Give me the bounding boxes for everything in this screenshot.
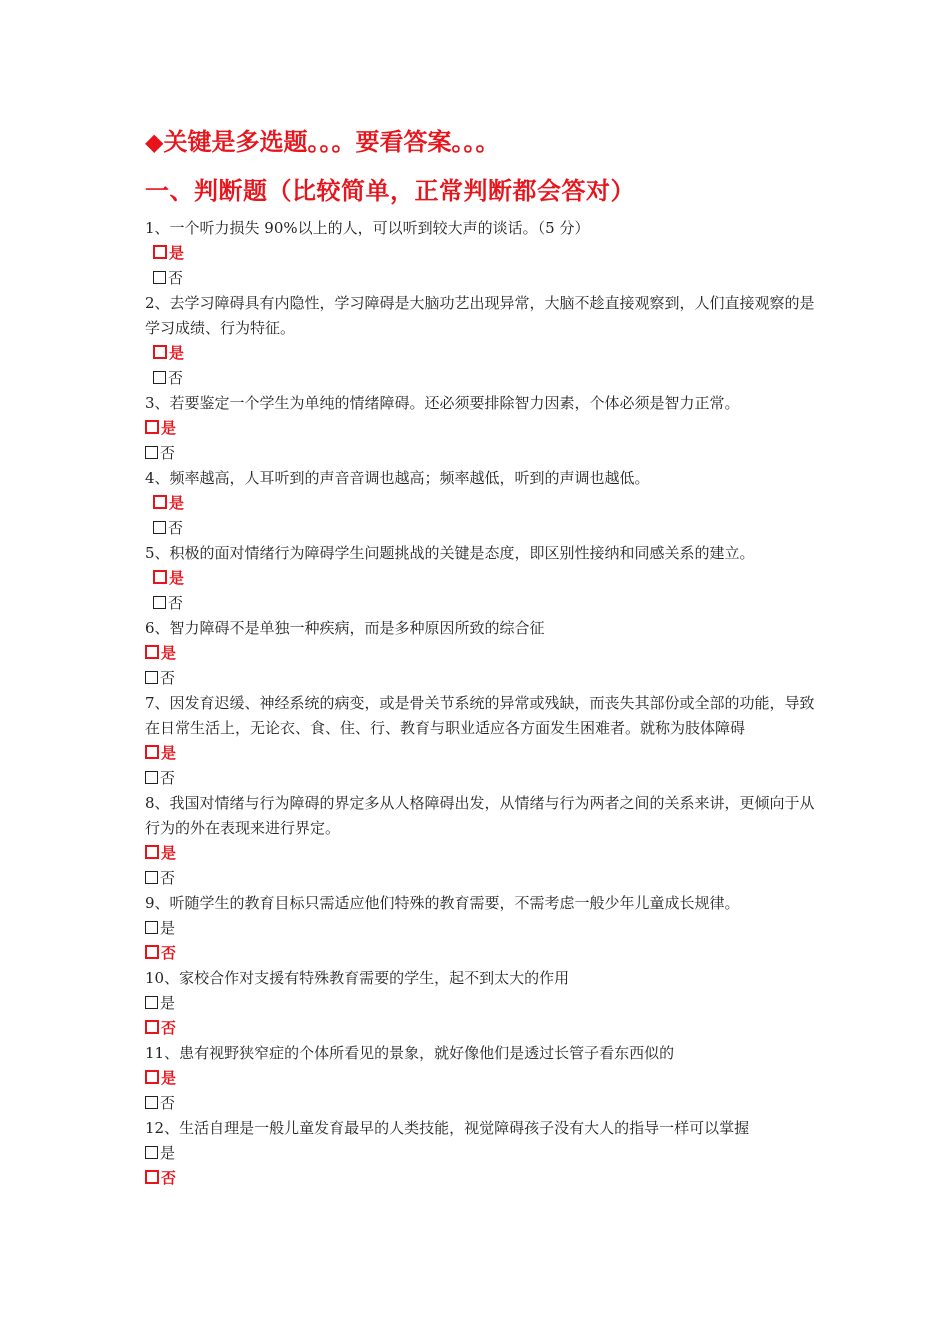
option[interactable] bbox=[145, 991, 815, 1016]
option-label: 否 bbox=[168, 369, 184, 387]
option-label: 否 bbox=[160, 669, 176, 687]
option-label: 是 bbox=[169, 569, 185, 587]
option-correct[interactable] bbox=[145, 741, 815, 766]
option[interactable] bbox=[145, 1141, 815, 1166]
checkbox-icon bbox=[145, 871, 158, 884]
checkbox-icon bbox=[153, 371, 166, 384]
option-label: 是 bbox=[160, 994, 176, 1012]
option-label: 是 bbox=[161, 744, 177, 762]
checkbox-icon bbox=[153, 596, 166, 609]
option-label: 否 bbox=[161, 944, 177, 962]
option-label: 是 bbox=[161, 1069, 177, 1087]
checkbox-icon bbox=[145, 1146, 158, 1159]
option[interactable] bbox=[145, 766, 815, 791]
checkbox-icon bbox=[145, 921, 158, 934]
document-page bbox=[145, 122, 815, 1191]
question-item bbox=[145, 891, 815, 966]
option-label: 是 bbox=[161, 644, 177, 662]
option[interactable] bbox=[145, 591, 815, 616]
question-item bbox=[145, 466, 815, 541]
question-text: 3、若要鉴定一个学生为单纯的情绪障碍。还必须要排除智力因素，个体必须是智力正常。 bbox=[145, 394, 740, 412]
question-text: 7、因发育迟缓、神经系统的病变，或是骨关节系统的异常或残缺，而丧失其部份或全部的功能，导致在日常生活上，无论衣、食、住、行、教育与职业适应各方面发生困难者。就称为肢体障碍 bbox=[145, 694, 815, 737]
checkbox-icon bbox=[153, 245, 167, 259]
question-item bbox=[145, 391, 815, 466]
question-item bbox=[145, 541, 815, 616]
question-text: 8、我国对情绪与行为障碍的界定多从人格障碍出发，从情绪与行为两者之间的关系来讲，更倾向于从行为的外在表现来进行界定。 bbox=[145, 794, 815, 837]
option[interactable] bbox=[145, 266, 815, 291]
question-list bbox=[145, 216, 815, 1191]
checkbox-icon bbox=[145, 671, 158, 684]
question-item bbox=[145, 1041, 815, 1116]
checkbox-icon bbox=[153, 521, 166, 534]
option-correct[interactable] bbox=[145, 841, 815, 866]
checkbox-icon bbox=[145, 1170, 159, 1184]
checkbox-icon bbox=[145, 1070, 159, 1084]
question-text: 10、家校合作对支援有特殊教育需要的学生，起不到太大的作用 bbox=[145, 969, 570, 987]
option[interactable] bbox=[145, 916, 815, 941]
option-correct[interactable] bbox=[145, 566, 815, 591]
question-item bbox=[145, 291, 815, 391]
section-title: 一、判断题（比较简单，正常判断都会答对） bbox=[145, 177, 635, 205]
question-item bbox=[145, 616, 815, 691]
option-label: 否 bbox=[168, 269, 184, 287]
option-label: 是 bbox=[161, 419, 177, 437]
question-item bbox=[145, 966, 815, 1041]
option[interactable] bbox=[145, 441, 815, 466]
option-label: 否 bbox=[160, 769, 176, 787]
option-label: 否 bbox=[160, 444, 176, 462]
checkbox-icon bbox=[145, 996, 158, 1009]
option[interactable] bbox=[145, 516, 815, 541]
option[interactable] bbox=[145, 666, 815, 691]
checkbox-icon bbox=[153, 271, 166, 284]
option-label: 否 bbox=[161, 1019, 177, 1037]
question-item bbox=[145, 1116, 815, 1191]
option-label: 是 bbox=[169, 244, 185, 262]
option-label: 是 bbox=[161, 844, 177, 862]
option-label: 否 bbox=[160, 1094, 176, 1112]
option-correct[interactable] bbox=[145, 1016, 815, 1041]
question-text: 1、一个听力损失 90%以上的人，可以听到较大声的谈话。（5 分） bbox=[145, 219, 590, 237]
checkbox-icon bbox=[145, 945, 159, 959]
option[interactable] bbox=[145, 866, 815, 891]
option-correct[interactable] bbox=[145, 1166, 815, 1191]
question-text: 5、积极的面对情绪行为障碍学生问题挑战的关键是态度，即区别性接纳和同感关系的建立。 bbox=[145, 544, 755, 562]
option-label: 是 bbox=[160, 919, 176, 937]
notice-heading: ◆关键是多选题。。。要看答案。。。 bbox=[145, 128, 500, 156]
option-label: 否 bbox=[160, 869, 176, 887]
option-correct[interactable] bbox=[145, 941, 815, 966]
question-item bbox=[145, 691, 815, 791]
question-text: 12、生活自理是一般儿童发育最早的人类技能，视觉障碍孩子没有大人的指导一样可以掌握 bbox=[145, 1119, 750, 1137]
checkbox-icon bbox=[145, 771, 158, 784]
option-label: 否 bbox=[168, 519, 184, 537]
checkbox-icon bbox=[145, 745, 159, 759]
question-item bbox=[145, 791, 815, 891]
checkbox-icon bbox=[145, 446, 158, 459]
checkbox-icon bbox=[145, 1020, 159, 1034]
checkbox-icon bbox=[145, 645, 159, 659]
checkbox-icon bbox=[145, 1096, 158, 1109]
option-label: 是 bbox=[169, 344, 185, 362]
option-label: 是 bbox=[160, 1144, 176, 1162]
option-label: 否 bbox=[161, 1169, 177, 1187]
option-correct[interactable] bbox=[145, 1066, 815, 1091]
checkbox-icon bbox=[153, 570, 167, 584]
question-text: 11、患有视野狭窄症的个体所看见的景象，就好像他们是透过长管子看东西似的 bbox=[145, 1044, 675, 1062]
option-correct[interactable] bbox=[145, 416, 815, 441]
option-label: 否 bbox=[168, 594, 184, 612]
option-label: 是 bbox=[169, 494, 185, 512]
question-text: 4、频率越高，人耳听到的声音音调也越高；频率越低，听到的声调也越低。 bbox=[145, 469, 650, 487]
checkbox-icon bbox=[153, 495, 167, 509]
option-correct[interactable] bbox=[145, 241, 815, 266]
option-correct[interactable] bbox=[145, 491, 815, 516]
checkbox-icon bbox=[145, 420, 159, 434]
option-correct[interactable] bbox=[145, 641, 815, 666]
question-text: 9、听随学生的教育目标只需适应他们特殊的教育需要，不需考虑一般少年儿童成长规律。 bbox=[145, 894, 740, 912]
option-correct[interactable] bbox=[145, 341, 815, 366]
question-text: 2、去学习障碍具有内隐性，学习障碍是大脑功艺出现异常，大脑不趁直接观察到，人们直接观察的是学习成绩、行为特征。 bbox=[145, 294, 815, 337]
option[interactable] bbox=[145, 366, 815, 391]
question-item bbox=[145, 216, 815, 291]
option[interactable] bbox=[145, 1091, 815, 1116]
checkbox-icon bbox=[145, 845, 159, 859]
question-text: 6、智力障碍不是单独一种疾病，而是多种原因所致的综合征 bbox=[145, 619, 545, 637]
checkbox-icon bbox=[153, 345, 167, 359]
